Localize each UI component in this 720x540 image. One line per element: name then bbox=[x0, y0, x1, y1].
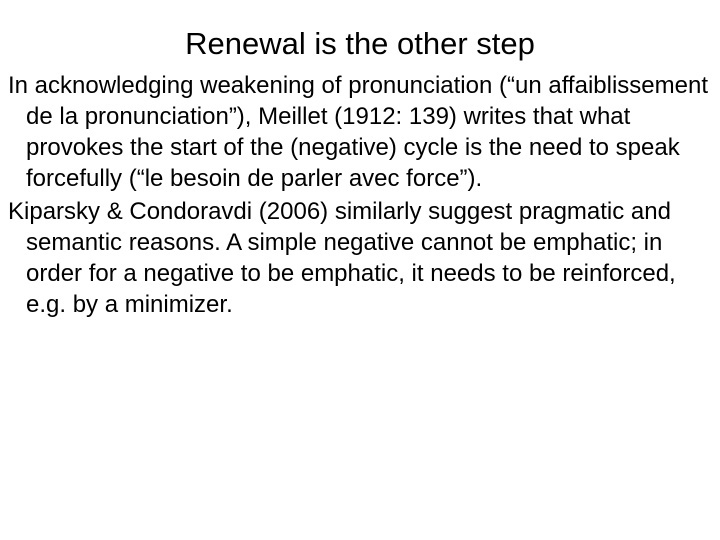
slide-title: Renewal is the other step bbox=[185, 26, 535, 61]
bullet-paragraph-meillet: In acknowledging weakening of pronunciation (“un affaiblissement de la pronunciation”), Meillet (1912: 139) writes that what provokes the start of the (negative) cycle is the need to speak forcefully (“le besoin de parler avec force”). bbox=[8, 72, 708, 192]
slide-body bbox=[8, 70, 716, 322]
bullet-paragraph-kiparsky: Kiparsky & Condoravdi (2006) similarly suggest pragmatic and semantic reasons. A simple negative cannot be emphatic; in order for a negative to be emphatic, it needs to be reinforced, e.g. by a minimizer. bbox=[8, 198, 676, 318]
